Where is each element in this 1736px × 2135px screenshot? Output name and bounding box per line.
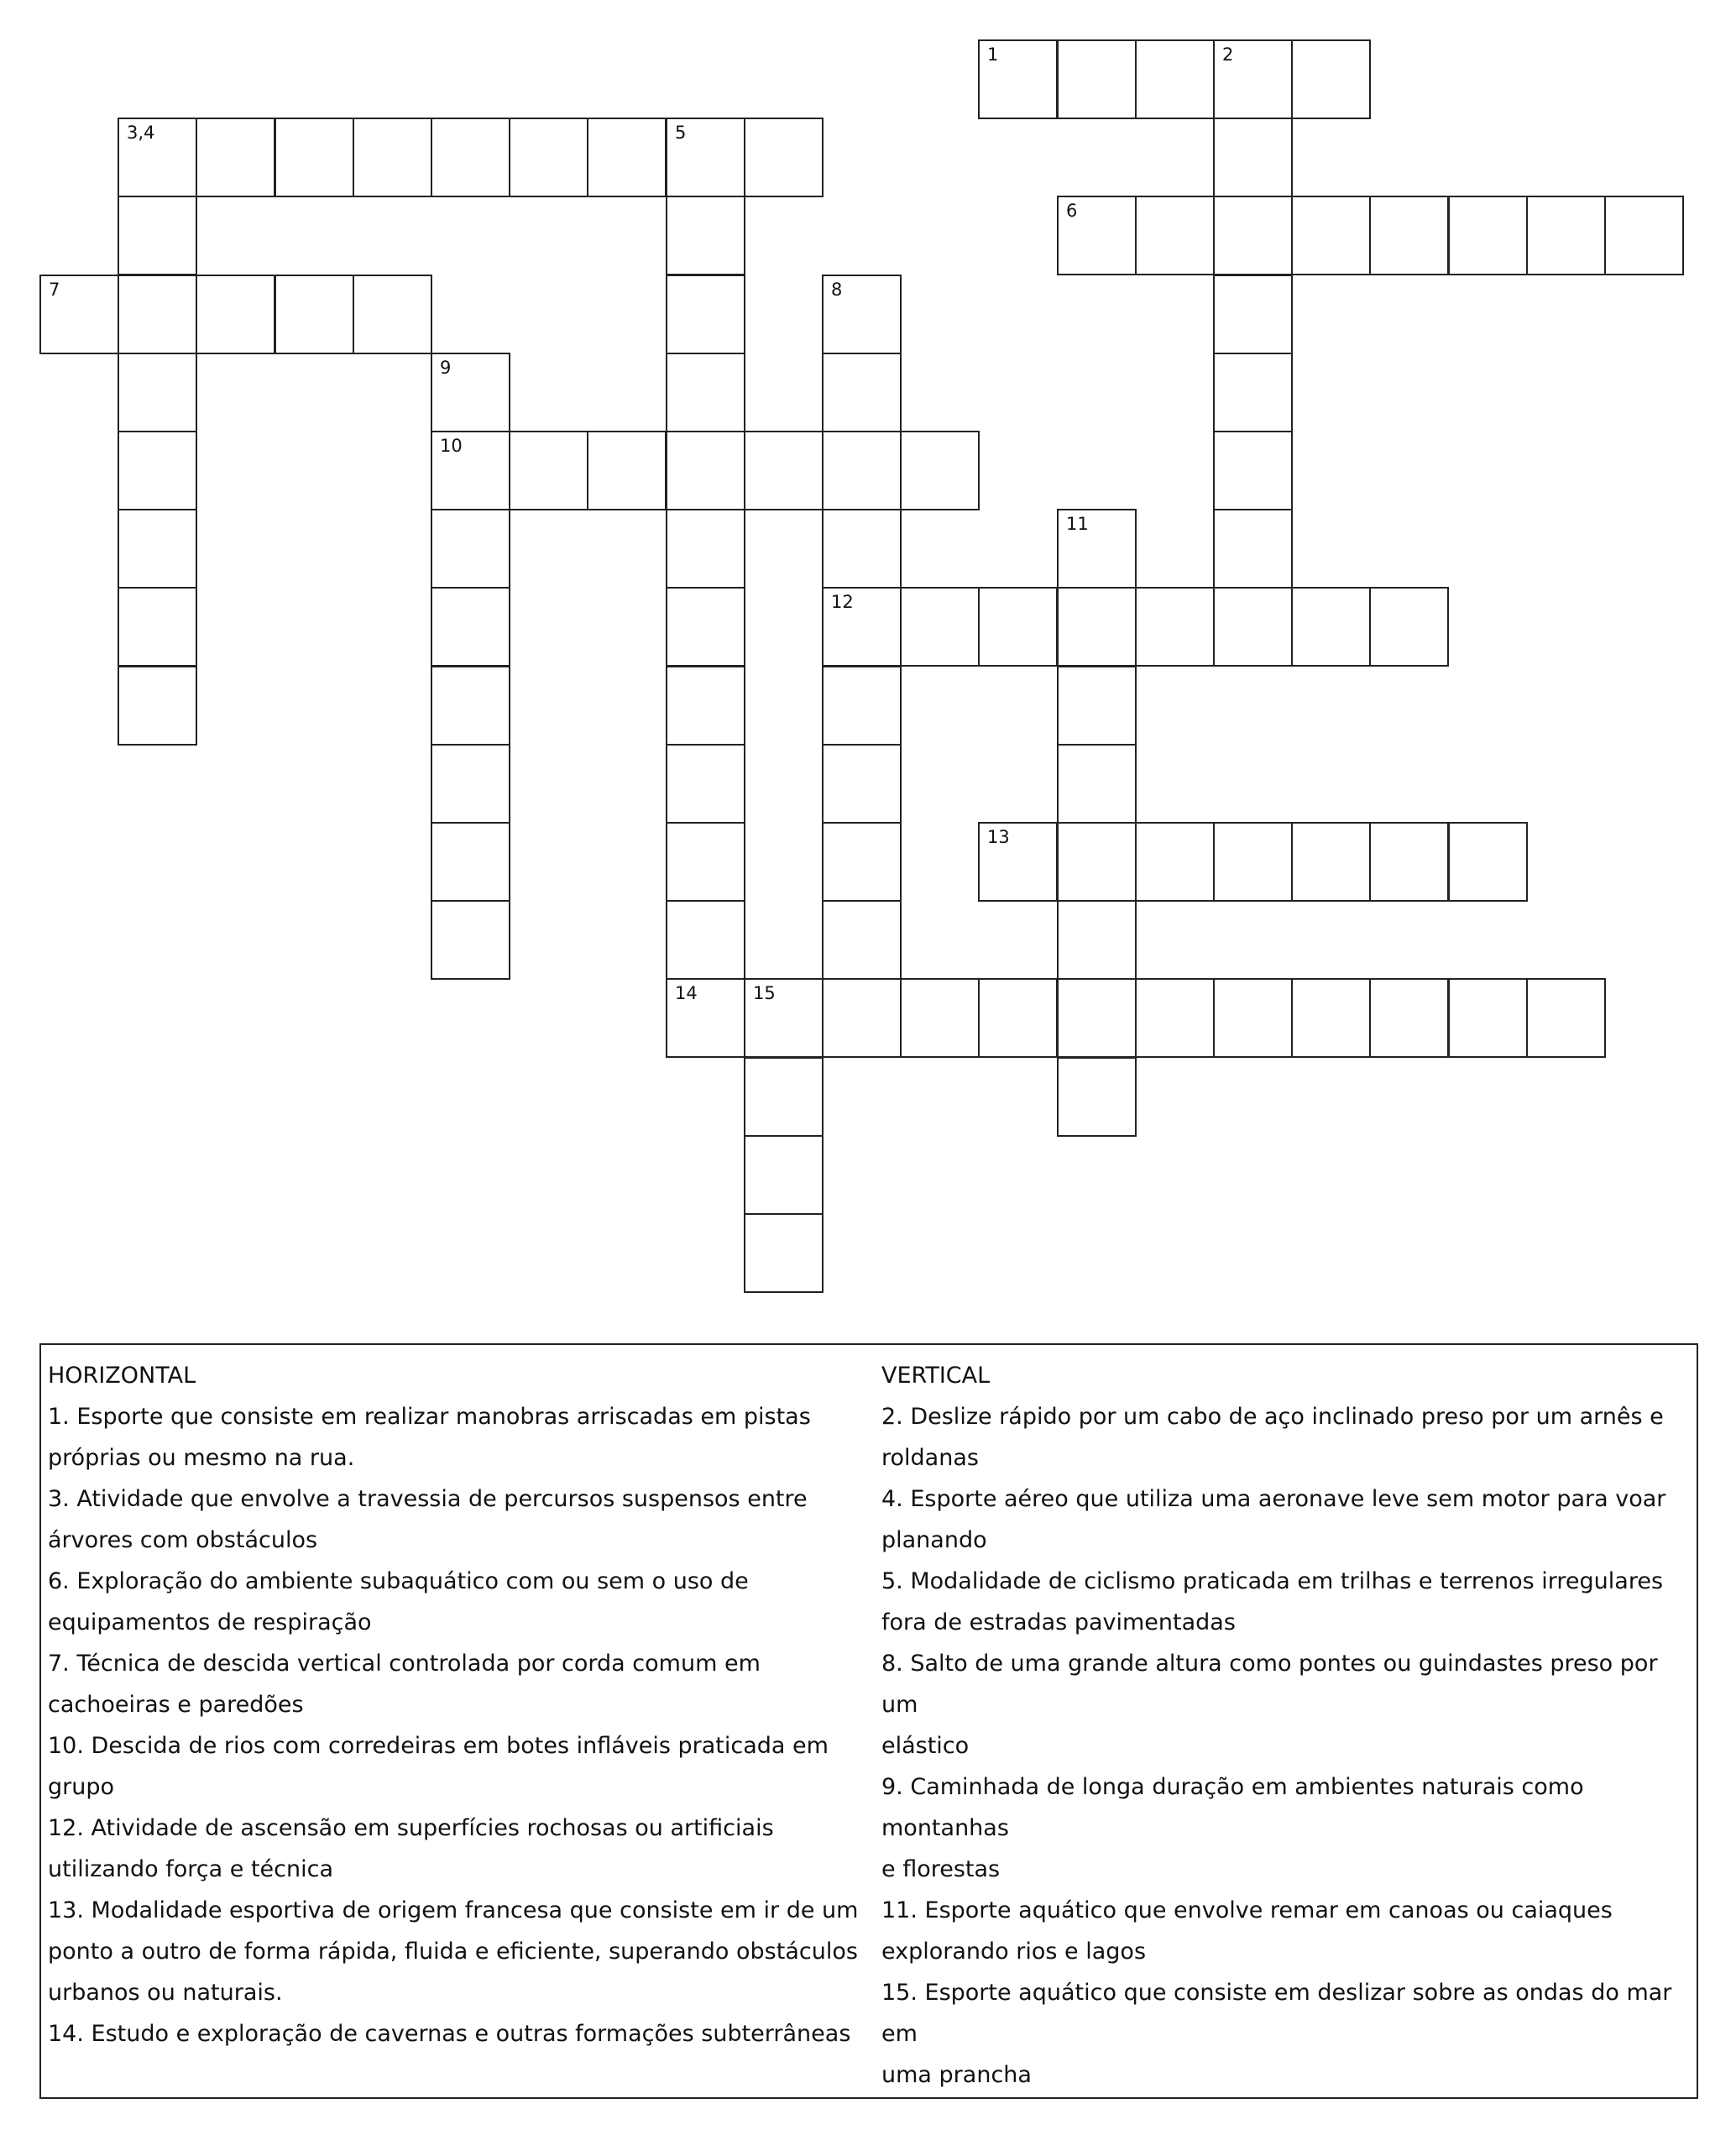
crossword-cell[interactable] (509, 431, 588, 510)
crossword-cell[interactable] (978, 978, 1058, 1058)
crossword-cell[interactable] (1057, 978, 1137, 1058)
crossword-cell[interactable] (509, 118, 588, 197)
clue-across-line: ponto a outro de forma rápida, fluida e eficiente, superando obstáculos (48, 1939, 858, 1965)
crossword-cell[interactable] (196, 118, 275, 197)
crossword-cell[interactable] (666, 900, 745, 980)
crossword-cell[interactable] (196, 275, 275, 354)
crossword-cell[interactable] (1213, 118, 1293, 197)
clue-down-line: 8. Salto de uma grande altura como pontes ou guindastes preso por um (881, 1651, 1658, 1718)
clues-across-heading: HORIZONTAL (48, 1363, 196, 1389)
crossword-cell[interactable] (666, 275, 745, 354)
crossword-cell[interactable] (822, 587, 902, 667)
clue-across-line: utilizando força e técnica (48, 1856, 334, 1882)
clue-down-line: planando (881, 1527, 987, 1553)
crossword-cell[interactable] (1057, 39, 1137, 119)
clue-number: 9 (440, 358, 452, 378)
clue-number: 11 (1066, 514, 1089, 534)
clue-down-line: roldanas (881, 1445, 979, 1471)
clue-across-line: próprias ou mesmo na rua. (48, 1445, 355, 1471)
crossword-cell[interactable] (822, 509, 902, 589)
crossword-cell[interactable] (1135, 39, 1215, 119)
crossword-cell[interactable] (39, 275, 119, 354)
crossword-cell[interactable] (1291, 978, 1371, 1058)
crossword-cell[interactable] (900, 431, 980, 510)
crossword-cell[interactable] (1057, 666, 1137, 746)
clue-down-line: explorando rios e lagos (881, 1939, 1147, 1965)
crossword-cell[interactable] (118, 196, 197, 275)
crossword-cell[interactable] (978, 587, 1058, 667)
clue-number: 7 (49, 280, 60, 300)
crossword-cell[interactable] (1057, 822, 1137, 902)
clue-number: 15 (753, 983, 776, 1003)
crossword-cell[interactable] (1369, 822, 1449, 902)
clue-across-line: equipamentos de respiração (48, 1609, 372, 1635)
crossword-cell[interactable] (1135, 978, 1215, 1058)
crossword-cell[interactable] (666, 118, 745, 197)
crossword-cell[interactable] (744, 431, 824, 510)
clue-down-line: fora de estradas pavimentadas (881, 1609, 1236, 1635)
crossword-cell[interactable] (900, 587, 980, 667)
crossword-cell[interactable] (1135, 196, 1215, 275)
crossword-cell[interactable] (275, 275, 354, 354)
crossword-cell[interactable] (666, 822, 745, 902)
crossword-cell[interactable] (666, 587, 745, 667)
crossword-cell[interactable] (1448, 978, 1528, 1058)
crossword-cell[interactable] (1291, 587, 1371, 667)
crossword-cell[interactable] (666, 353, 745, 432)
clue-across-line: 13. Modalidade esportiva de origem francesa que consiste em ir de um (48, 1897, 859, 1923)
crossword-cell[interactable] (1291, 822, 1371, 902)
crossword-cell[interactable] (431, 431, 510, 510)
clue-number: 12 (831, 592, 854, 612)
crossword-cell[interactable] (900, 978, 980, 1058)
clue-across-line: cachoeiras e paredões (48, 1692, 304, 1718)
crossword-cell[interactable] (744, 1057, 824, 1137)
clue-number: 10 (440, 436, 463, 456)
crossword-cell[interactable] (744, 1213, 824, 1293)
clue-number: 6 (1066, 201, 1078, 221)
clue-across-line: 12. Atividade de ascensão em superfícies rochosas ou artificiais (48, 1815, 774, 1841)
crossword-cell[interactable] (431, 822, 510, 902)
clues-down-column (881, 1355, 1696, 2096)
crossword-cell[interactable] (353, 275, 432, 354)
crossword-cell[interactable] (1213, 275, 1293, 354)
crossword-cell[interactable] (431, 666, 510, 746)
crossword-cell[interactable] (431, 118, 510, 197)
crossword-cell[interactable] (666, 196, 745, 275)
crossword-cell[interactable] (587, 118, 667, 197)
crossword-cell[interactable] (1213, 822, 1293, 902)
crossword-cell[interactable] (822, 744, 902, 824)
crossword-cell[interactable] (1213, 978, 1293, 1058)
crossword-cell[interactable] (1213, 587, 1293, 667)
crossword-cell[interactable] (1213, 353, 1293, 432)
crossword-cell[interactable] (118, 431, 197, 510)
clue-number: 3,4 (127, 123, 155, 143)
crossword-cell[interactable] (1057, 509, 1137, 589)
clue-down-line: 5. Modalidade de ciclismo praticada em trilhas e terrenos irregulares (881, 1568, 1664, 1594)
crossword-cell[interactable] (431, 509, 510, 589)
crossword-cell[interactable] (978, 822, 1058, 902)
crossword-cell[interactable] (1369, 978, 1449, 1058)
crossword-cell[interactable] (1213, 196, 1293, 275)
crossword-cell[interactable] (431, 900, 510, 980)
crossword-cell[interactable] (587, 431, 667, 510)
clue-across-line: árvores com obstáculos (48, 1527, 318, 1553)
clue-number: 2 (1222, 44, 1234, 65)
crossword-cell[interactable] (744, 1135, 824, 1215)
clue-down-line: elástico (881, 1733, 970, 1759)
clue-number: 13 (987, 827, 1010, 847)
clue-number: 8 (831, 280, 843, 300)
crossword-cell[interactable] (978, 39, 1058, 119)
clue-down-line: 11. Esporte aquático que envolve remar em canoas ou caiaques (881, 1897, 1613, 1923)
clue-number: 1 (987, 44, 999, 65)
crossword-cell[interactable] (666, 431, 745, 510)
crossword-cell[interactable] (118, 275, 197, 354)
clues-box (39, 1343, 1698, 2099)
crossword-cell[interactable] (666, 509, 745, 589)
clues-down-heading: VERTICAL (881, 1363, 991, 1389)
crossword-cell[interactable] (1369, 587, 1449, 667)
crossword-cell[interactable] (1526, 196, 1606, 275)
crossword-cell[interactable] (118, 587, 197, 667)
clue-across-line: 3. Atividade que envolve a travessia de percursos suspensos entre (48, 1486, 808, 1512)
crossword-cell[interactable] (666, 978, 745, 1058)
crossword-cell[interactable] (822, 822, 902, 902)
crossword-cell[interactable] (118, 353, 197, 432)
crossword-cell[interactable] (1057, 744, 1137, 824)
clue-number: 5 (675, 123, 687, 143)
crossword-cell[interactable] (1213, 509, 1293, 589)
clue-across-line: urbanos ou naturais. (48, 1980, 283, 2006)
crossword-cell[interactable] (666, 744, 745, 824)
clue-across-line: grupo (48, 1774, 115, 1800)
crossword-cell[interactable] (1213, 39, 1293, 119)
crossword-cell[interactable] (1604, 196, 1684, 275)
crossword-cell[interactable] (431, 353, 510, 432)
crossword-cell[interactable] (1057, 900, 1137, 980)
clue-down-line: uma prancha (881, 2062, 1032, 2088)
crossword-cell[interactable] (822, 666, 902, 746)
crossword-cell[interactable] (822, 353, 902, 432)
crossword-cell[interactable] (431, 744, 510, 824)
crossword-cell[interactable] (118, 666, 197, 746)
crossword-cell[interactable] (1135, 587, 1215, 667)
crossword-cell[interactable] (1526, 978, 1606, 1058)
clues-across-column (48, 1355, 875, 2054)
clue-number: 14 (675, 983, 698, 1003)
crossword-cell[interactable] (1448, 196, 1528, 275)
clue-across-line: 10. Descida de rios com corredeiras em botes infláveis praticada em (48, 1733, 829, 1759)
crossword-cell[interactable] (1369, 196, 1449, 275)
clue-down-line: 2. Deslize rápido por um cabo de aço inclinado preso por um arnês e (881, 1404, 1664, 1430)
crossword-cell[interactable] (1057, 1057, 1137, 1137)
crossword-cell[interactable] (118, 509, 197, 589)
clue-across-line: 7. Técnica de descida vertical controlada por corda comum em (48, 1651, 761, 1677)
clue-across-line: 14. Estudo e exploração de cavernas e outras formações subterrâneas (48, 2021, 851, 2047)
crossword-cell[interactable] (1057, 196, 1137, 275)
crossword-cell[interactable] (1291, 196, 1371, 275)
crossword-cell[interactable] (118, 118, 197, 197)
crossword-cell[interactable] (744, 978, 824, 1058)
crossword-cell[interactable] (353, 118, 432, 197)
crossword-cell[interactable] (1057, 587, 1137, 667)
crossword-cell[interactable] (1291, 39, 1371, 119)
clue-down-line: 4. Esporte aéreo que utiliza uma aeronave leve sem motor para voar (881, 1486, 1666, 1512)
crossword-cell[interactable] (822, 275, 902, 354)
clue-down-line: 15. Esporte aquático que consiste em deslizar sobre as ondas do mar em (881, 1980, 1672, 2047)
crossword-cell[interactable] (275, 118, 354, 197)
crossword-cell[interactable] (1448, 822, 1528, 902)
crossword-cell[interactable] (1135, 822, 1215, 902)
clue-across-line: 6. Exploração do ambiente subaquático com ou sem o uso de (48, 1568, 749, 1594)
crossword-cell[interactable] (744, 118, 824, 197)
clue-down-line: 9. Caminhada de longa duração em ambientes naturais como montanhas (881, 1774, 1584, 1841)
crossword-cell[interactable] (431, 587, 510, 667)
crossword-cell[interactable] (1213, 431, 1293, 510)
crossword-cell[interactable] (666, 666, 745, 746)
clue-down-line: e florestas (881, 1856, 1001, 1882)
clue-across-line: 1. Esporte que consiste em realizar manobras arriscadas em pistas (48, 1404, 811, 1430)
crossword-cell[interactable] (822, 978, 902, 1058)
crossword-cell[interactable] (822, 900, 902, 980)
crossword-cell[interactable] (822, 431, 902, 510)
